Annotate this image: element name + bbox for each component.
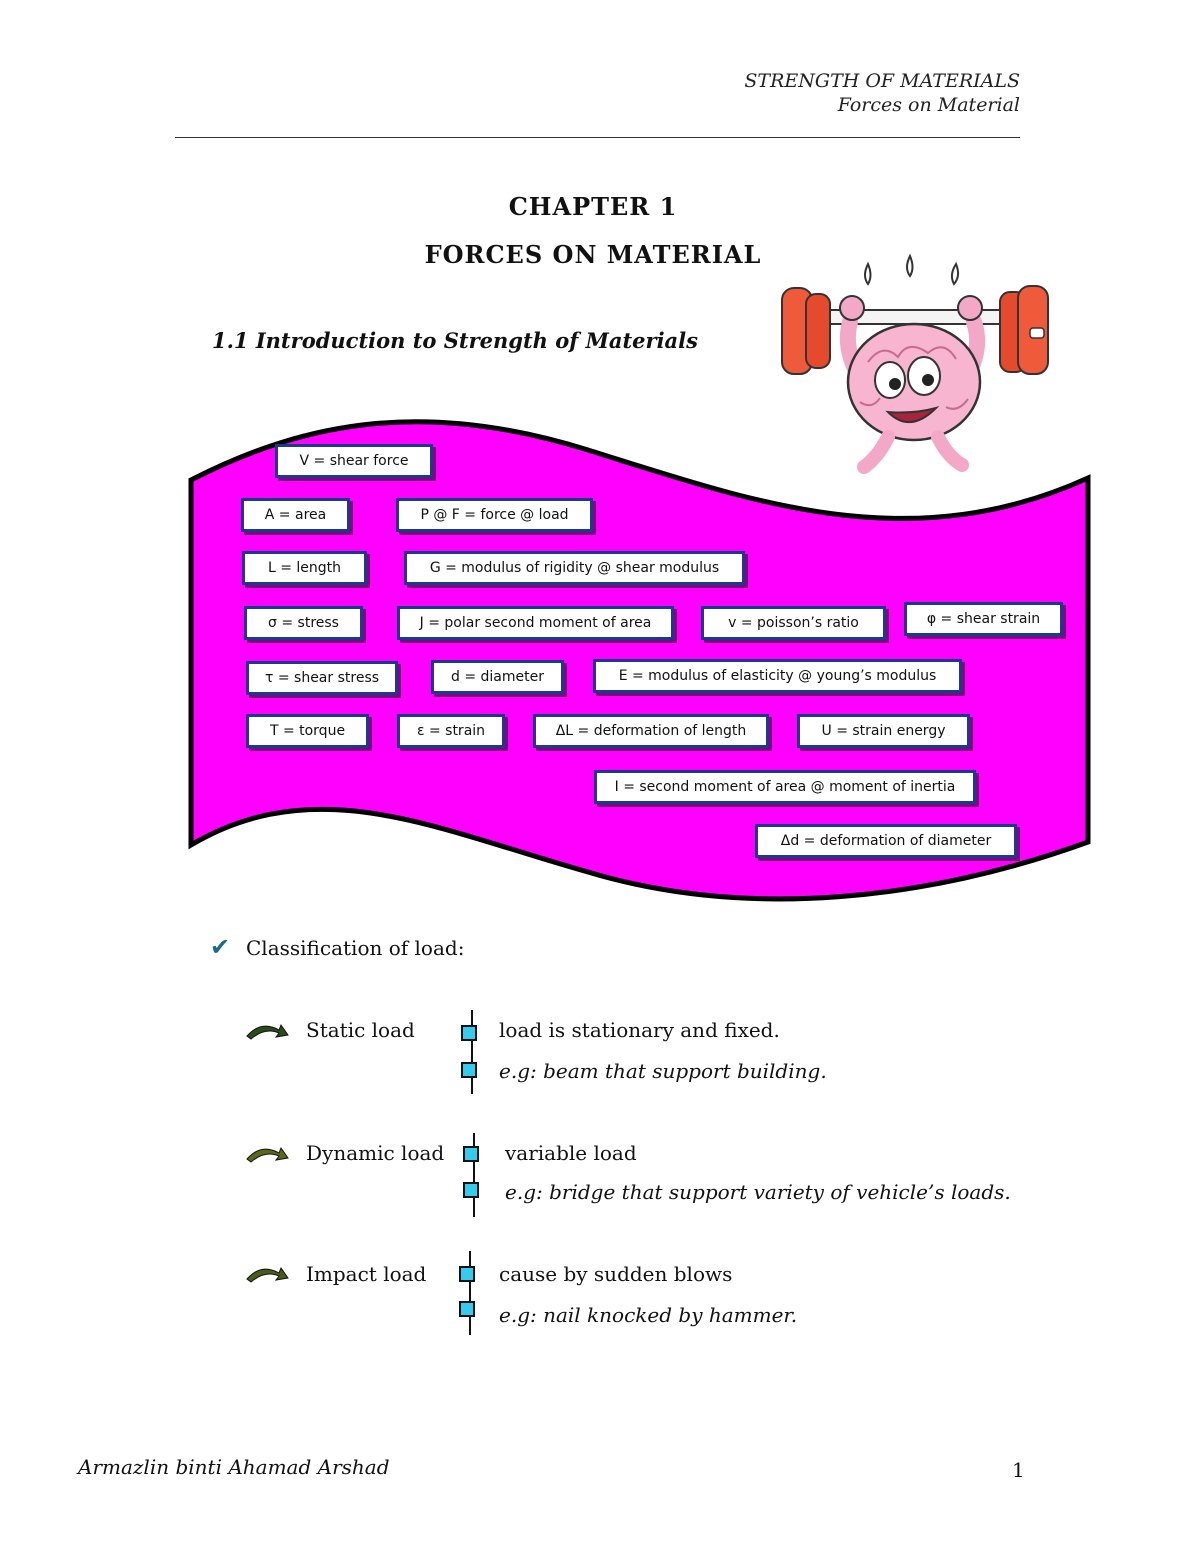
symbol-t: T = torque: [246, 714, 369, 748]
load-desc-dynamic: variable load: [505, 1141, 637, 1165]
curved-arrow-icon: [244, 1263, 290, 1287]
symbol-eps: ε = strain: [397, 714, 505, 748]
chapter-title: FORCES ON MATERIAL: [424, 240, 762, 269]
symbol-dd: Δd = deformation of diameter: [755, 824, 1017, 858]
curved-arrow-icon: [244, 1143, 290, 1167]
symbol-nu: v = poisson’s ratio: [701, 606, 886, 640]
footer-author: Armazlin binti Ahamad Arshad: [78, 1455, 390, 1479]
symbol-sigma: σ = stress: [244, 606, 363, 640]
symbol-d: d = diameter: [431, 660, 564, 694]
symbol-e: E = modulus of elasticity @ young’s modulus: [593, 659, 962, 693]
symbol-dl: ΔL = deformation of length: [533, 714, 769, 748]
header-title: STRENGTH OF MATERIALS: [744, 70, 1020, 92]
load-example-impact: e.g: nail knocked by hammer.: [499, 1303, 798, 1327]
symbol-tau: τ = shear stress: [246, 661, 398, 695]
symbol-a: A = area: [241, 498, 350, 532]
curved-arrow-icon: [244, 1020, 290, 1044]
load-example-dynamic: e.g: bridge that support variety of vehicle’s loads.: [505, 1180, 1011, 1204]
symbol-j: J = polar second moment of area: [397, 606, 674, 640]
symbol-u: U = strain energy: [797, 714, 970, 748]
checkmark-icon: ✔: [210, 933, 231, 961]
symbol-v: V = shear force: [275, 444, 433, 478]
symbol-g: G = modulus of rigidity @ shear modulus: [404, 551, 745, 585]
load-name-impact: Impact load: [306, 1262, 427, 1286]
chapter-number: CHAPTER 1: [508, 192, 678, 221]
load-example-static: e.g: beam that support building.: [499, 1059, 827, 1083]
load-name-static: Static load: [306, 1018, 415, 1042]
bracket-marker-icon: [460, 1131, 486, 1221]
load-desc-static: load is stationary and fixed.: [499, 1018, 780, 1042]
symbol-l: L = length: [242, 551, 367, 585]
symbol-phi: φ = shear strain: [904, 602, 1063, 636]
symbol-p: P @ F = force @ load: [396, 498, 593, 532]
page-number: 1: [1012, 1458, 1025, 1482]
bracket-marker-icon: [458, 1008, 484, 1098]
section-title: 1.1 Introduction to Strength of Materials: [212, 328, 698, 353]
header-rule: [175, 137, 1020, 138]
symbol-i: I = second moment of area @ moment of inertia: [594, 770, 976, 804]
header-subtitle: Forces on Material: [837, 94, 1020, 116]
load-name-dynamic: Dynamic load: [306, 1141, 445, 1165]
bracket-marker-icon: [456, 1249, 482, 1339]
classification-title: Classification of load:: [246, 936, 465, 960]
load-desc-impact: cause by sudden blows: [499, 1262, 733, 1286]
